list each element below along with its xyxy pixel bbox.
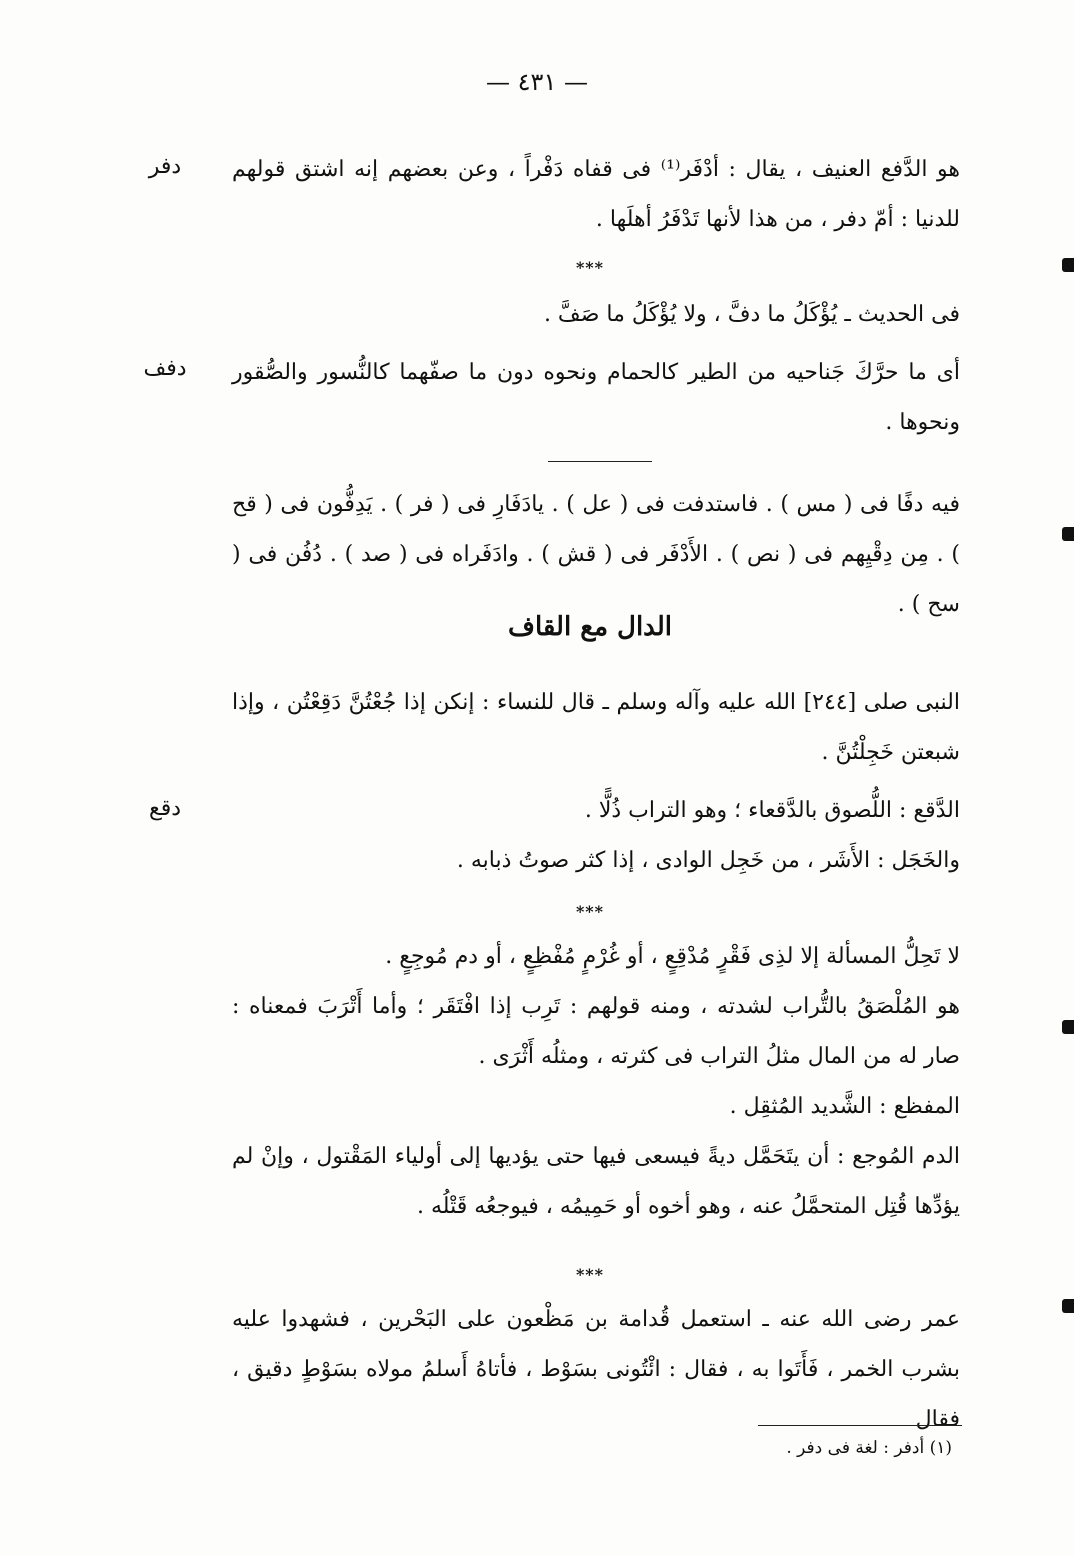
entry-dafr	[232, 145, 960, 245]
entry-omar-text: عمر رضى الله عنه ـ استعمل قُدامة بن مَظْعون على البَحْرين ، فشهدوا عليه بشرب الخمر ، فَأَتَوا به ، فقال : ائْتُونى بسَوْط ، فأتاهُ أَسلمُ مولاه بسَوْطٍ دقيق ، فقال	[232, 1307, 960, 1432]
hadith-text: فى الحديث ـ يُؤْكَلُ ما دفَّ ، ولا يُؤْكَلُ ما صَفَّ .	[543, 302, 960, 327]
page-number: — ٤٣١ —	[486, 68, 588, 96]
separator-stars: ***	[575, 258, 605, 277]
explanation-text: أى ما حرَّكَ جَناحيه من الطير كالحمام ونحوه دون ما صفّهما كالنُّسور والصُّقور ونحوها .	[232, 360, 960, 435]
margin-headword-daff: دفف	[143, 356, 187, 381]
scan-edge-mark	[1062, 527, 1074, 541]
definition-khajal: والخَجَل : الأَشَر ، من خَجِل الوادى ، إذا كثر صوتُ ذبابه .	[456, 848, 960, 873]
footnote-rule	[758, 1425, 962, 1426]
hadith-text: لا تَحِلُّ المسألة إلا لذِى فَقْرٍ مُدْقِعٍ ، أو غُرْمٍ مُفْظِعٍ ، أو دم مُوجِعٍ .	[385, 944, 960, 969]
hadith-text: النبى صلى [٢٤٤] الله عليه وآله وسلم ـ قال للنساء : إنكن إذا جُعْتُنَّ دَقِعْتُن ، وإذا شبعتن خَجِلْتُنَّ .	[232, 690, 960, 765]
paragraph-muji: الدم المُوجع : أن يتَحَمَّل ديةً فيسعى فيها حتى يؤديها إلى أولياء المَقْتول ، وإنْ لم يؤدِّها قُتِل المتحمَّلُ عنه ، وهو أخوه أو حَمِيمُه ، فيوجعُه قَتْلُه .	[232, 1144, 960, 1219]
entry-daqa-definitions	[232, 786, 960, 886]
entry-omar	[232, 1295, 960, 1445]
definition-daqa: الدَّقع : اللُّصوق بالدَّقعاء ؛ وهو التراب ذُلًّا .	[584, 798, 960, 823]
section-heading: الدال مع القاف	[508, 612, 672, 642]
entry-daff-explanation	[232, 348, 960, 448]
scan-edge-mark	[1062, 1299, 1074, 1313]
scan-edge-mark	[1062, 258, 1074, 272]
margin-headword-daqa: دقع	[148, 796, 182, 821]
scan-edge-mark	[1062, 1020, 1074, 1034]
entry-faqr	[232, 932, 960, 1232]
margin-headword-dafr: دفر	[148, 154, 182, 179]
separator-stars: ***	[575, 902, 605, 921]
paragraph-mulsaq: هو المُلْصَقُ بالتُّراب لشدته ، ومنه قولهم : تَرِب إذا افْتَقَر ؛ وأما أَتْرَبَ فمعناه : صار له من المال مثلُ التراب فى كثرته ، ومثلُه أَثْرَى .	[232, 994, 960, 1069]
cross-references	[232, 480, 960, 630]
separator-stars: ***	[575, 1265, 605, 1284]
entry-daqa-hadith	[232, 678, 960, 778]
entry-dafr-text: هو الدَّفع العنيف ، يقال : أدْفَر⁽¹⁾ فى قفاه دَفْراً ، وعن بعضهم إنه اشتق قولهم للدنيا : أمّ دفر ، من هذا لأنها تَدْفَرُ أهلَها .	[232, 157, 960, 232]
cross-references-text: فيه دفًا فى ( مس ) . فاستدفت فى ( عل ) . يادَفَارِ فى ( فر ) . يَدِفُّون فى ( قح ) . مِن دِقْيِهم فى ( نص ) . الأَدْفَر فى ( قش ) . وادَفَراه فى ( صد ) . دُفُن فى ( سح ) .	[232, 492, 960, 617]
paragraph-mufzi: المفظع : الشَّديد المُثقِل .	[729, 1094, 960, 1119]
entry-daff-hadith	[232, 290, 960, 340]
footnote: (١) أدفر : لغة فى دفر .	[786, 1438, 952, 1458]
section-divider	[548, 461, 652, 462]
